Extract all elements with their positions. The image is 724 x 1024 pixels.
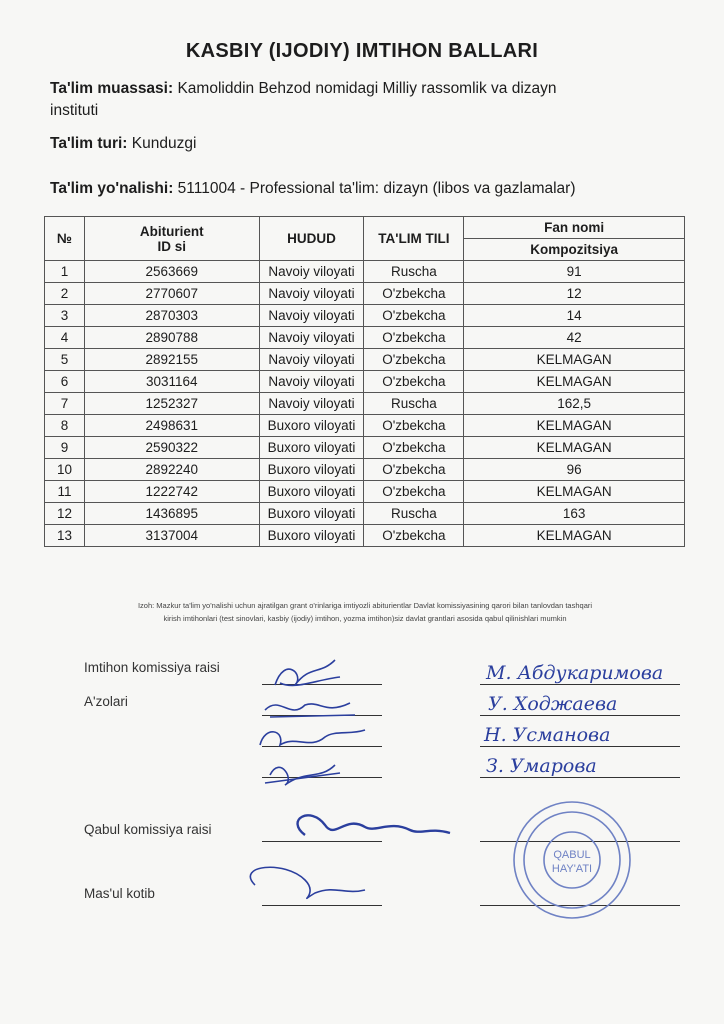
language: O'zbekcha (364, 481, 464, 503)
scores-table (44, 216, 685, 547)
language: O'zbekcha (364, 437, 464, 459)
table-row (45, 415, 685, 437)
signature-member-3 (265, 765, 340, 785)
score: 163 (464, 503, 685, 525)
region: Navoiy viloyati (259, 393, 364, 415)
header-subject-name: Kompozitsiya (464, 239, 685, 261)
header-region: HUDUD (259, 217, 364, 261)
row-number: 1 (45, 261, 85, 283)
institution-value-cont: instituti (50, 102, 99, 119)
handwritten-name: Н. Усманова (484, 724, 611, 746)
row-number: 2 (45, 283, 85, 305)
institution-value: Kamoliddin Behzod nomidagi Milliy rassomlik va dizayn (177, 80, 557, 97)
direction-label: Ta'lim yo'nalishi: (50, 180, 174, 197)
applicant-id: 3137004 (84, 525, 259, 547)
institution-label: Ta'lim muassasi: (50, 80, 174, 97)
table-row (45, 481, 685, 503)
row-number: 10 (45, 459, 85, 481)
applicant-id: 1252327 (84, 393, 259, 415)
table-row (45, 503, 685, 525)
document-title: KASBIY (IJODIY) IMTIHON BALLARI (185, 40, 539, 62)
name-line (480, 746, 680, 747)
footnote-line1: Izoh: Mazkur ta'lim yo'nalishi uchun ajratilgan grant o'rinlariga imtiyozli abiturientlar Davlat komissiyasining qarori bilan tanlovdan tashqari (137, 601, 593, 610)
handwritten-name: М. Абдукаримова (486, 662, 664, 684)
table-row (45, 327, 685, 349)
language: O'zbekcha (364, 371, 464, 393)
region: Navoiy viloyati (259, 261, 364, 283)
row-number: 9 (45, 437, 85, 459)
row-number: 5 (45, 349, 85, 371)
region: Buxoro viloyati (259, 459, 364, 481)
signature-admission-chair (298, 815, 450, 835)
language: O'zbekcha (364, 415, 464, 437)
score: KELMAGAN (464, 415, 685, 437)
stamp-text-2: HAY'ATI (551, 863, 593, 875)
form-label: Ta'lim turi: (50, 135, 128, 152)
table-row (45, 349, 685, 371)
row-number: 3 (45, 305, 85, 327)
language: O'zbekcha (364, 283, 464, 305)
language: O'zbekcha (364, 305, 464, 327)
table-row (45, 437, 685, 459)
admission-chair-label: Qabul komissiya raisi (84, 822, 212, 837)
row-number: 11 (45, 481, 85, 503)
header-id-line1: Abiturient (139, 223, 204, 239)
applicant-id: 1436895 (84, 503, 259, 525)
region: Navoiy viloyati (259, 305, 364, 327)
region: Buxoro viloyati (259, 503, 364, 525)
handwritten-name: У. Ходжаева (488, 693, 618, 715)
language: Ruscha (364, 393, 464, 415)
score: 162,5 (464, 393, 685, 415)
applicant-id: 1222742 (84, 481, 259, 503)
table-row (45, 371, 685, 393)
header-language: TA'LIM TILI (364, 217, 464, 261)
secretary-label: Mas'ul kotib (84, 886, 155, 901)
members-label: A'zolari (84, 694, 128, 709)
exam-chair-label: Imtihon komissiya raisi (84, 660, 220, 675)
round-stamp (510, 798, 634, 922)
score: KELMAGAN (464, 525, 685, 547)
table-row (45, 305, 685, 327)
applicant-id: 2870303 (84, 305, 259, 327)
table-row (45, 393, 685, 415)
row-number: 8 (45, 415, 85, 437)
stamp-text-1: QABUL (553, 849, 591, 861)
name-line (480, 684, 680, 685)
education-form (50, 133, 196, 155)
applicant-id: 2498631 (84, 415, 259, 437)
signature-member-1 (265, 703, 355, 717)
name-line (480, 777, 680, 778)
row-number: 13 (45, 525, 85, 547)
table-row (45, 261, 685, 283)
language: Ruscha (364, 261, 464, 283)
region: Navoiy viloyati (259, 327, 364, 349)
direction-value: 5111004 - Professional ta'lim: dizayn (libos va gazlamalar) (177, 180, 576, 197)
row-number: 6 (45, 371, 85, 393)
score: KELMAGAN (464, 349, 685, 371)
applicant-id: 2770607 (84, 283, 259, 305)
language: O'zbekcha (364, 327, 464, 349)
footnote (40, 599, 690, 625)
score: KELMAGAN (464, 481, 685, 503)
score: 91 (464, 261, 685, 283)
region: Navoiy viloyati (259, 283, 364, 305)
institution-block (50, 78, 690, 122)
score: 12 (464, 283, 685, 305)
table-row (45, 525, 685, 547)
region: Buxoro viloyati (259, 415, 364, 437)
form-value: Kunduzgi (131, 135, 197, 152)
signature-chair (275, 660, 340, 685)
table-row (45, 459, 685, 481)
language: O'zbekcha (364, 525, 464, 547)
applicant-id: 2563669 (84, 261, 259, 283)
score: KELMAGAN (464, 371, 685, 393)
language: Ruscha (364, 503, 464, 525)
score: 96 (464, 459, 685, 481)
signature-scribbles (225, 645, 475, 925)
applicant-id: 2892240 (84, 459, 259, 481)
name-line (480, 715, 680, 716)
score: 14 (464, 305, 685, 327)
signature-secretary (250, 867, 365, 898)
applicant-id: 2890788 (84, 327, 259, 349)
row-number: 4 (45, 327, 85, 349)
signature-member-2 (260, 730, 365, 745)
region: Buxoro viloyati (259, 437, 364, 459)
footnote-line2: kirish imtihonlari (test sinovlari, kasbiy (ijodiy) imtihon, yozma imtihon)siz davlat grantlari asosida qabul qilinishlari mumkin (163, 614, 567, 623)
handwritten-name: З. Умарова (486, 755, 597, 777)
row-number: 7 (45, 393, 85, 415)
header-id-line2: ID si (157, 238, 187, 254)
applicant-id: 3031164 (84, 371, 259, 393)
region: Buxoro viloyati (259, 525, 364, 547)
language: O'zbekcha (364, 349, 464, 371)
header-subject: Fan nomi (464, 217, 685, 239)
applicant-id: 2892155 (84, 349, 259, 371)
language: O'zbekcha (364, 459, 464, 481)
table-row (45, 283, 685, 305)
education-direction (50, 178, 700, 200)
applicant-id: 2590322 (84, 437, 259, 459)
region: Navoiy viloyati (259, 349, 364, 371)
header-applicant-id (84, 217, 259, 261)
region: Buxoro viloyati (259, 481, 364, 503)
header-num: № (45, 217, 85, 261)
score: 42 (464, 327, 685, 349)
region: Navoiy viloyati (259, 371, 364, 393)
row-number: 12 (45, 503, 85, 525)
score: KELMAGAN (464, 437, 685, 459)
